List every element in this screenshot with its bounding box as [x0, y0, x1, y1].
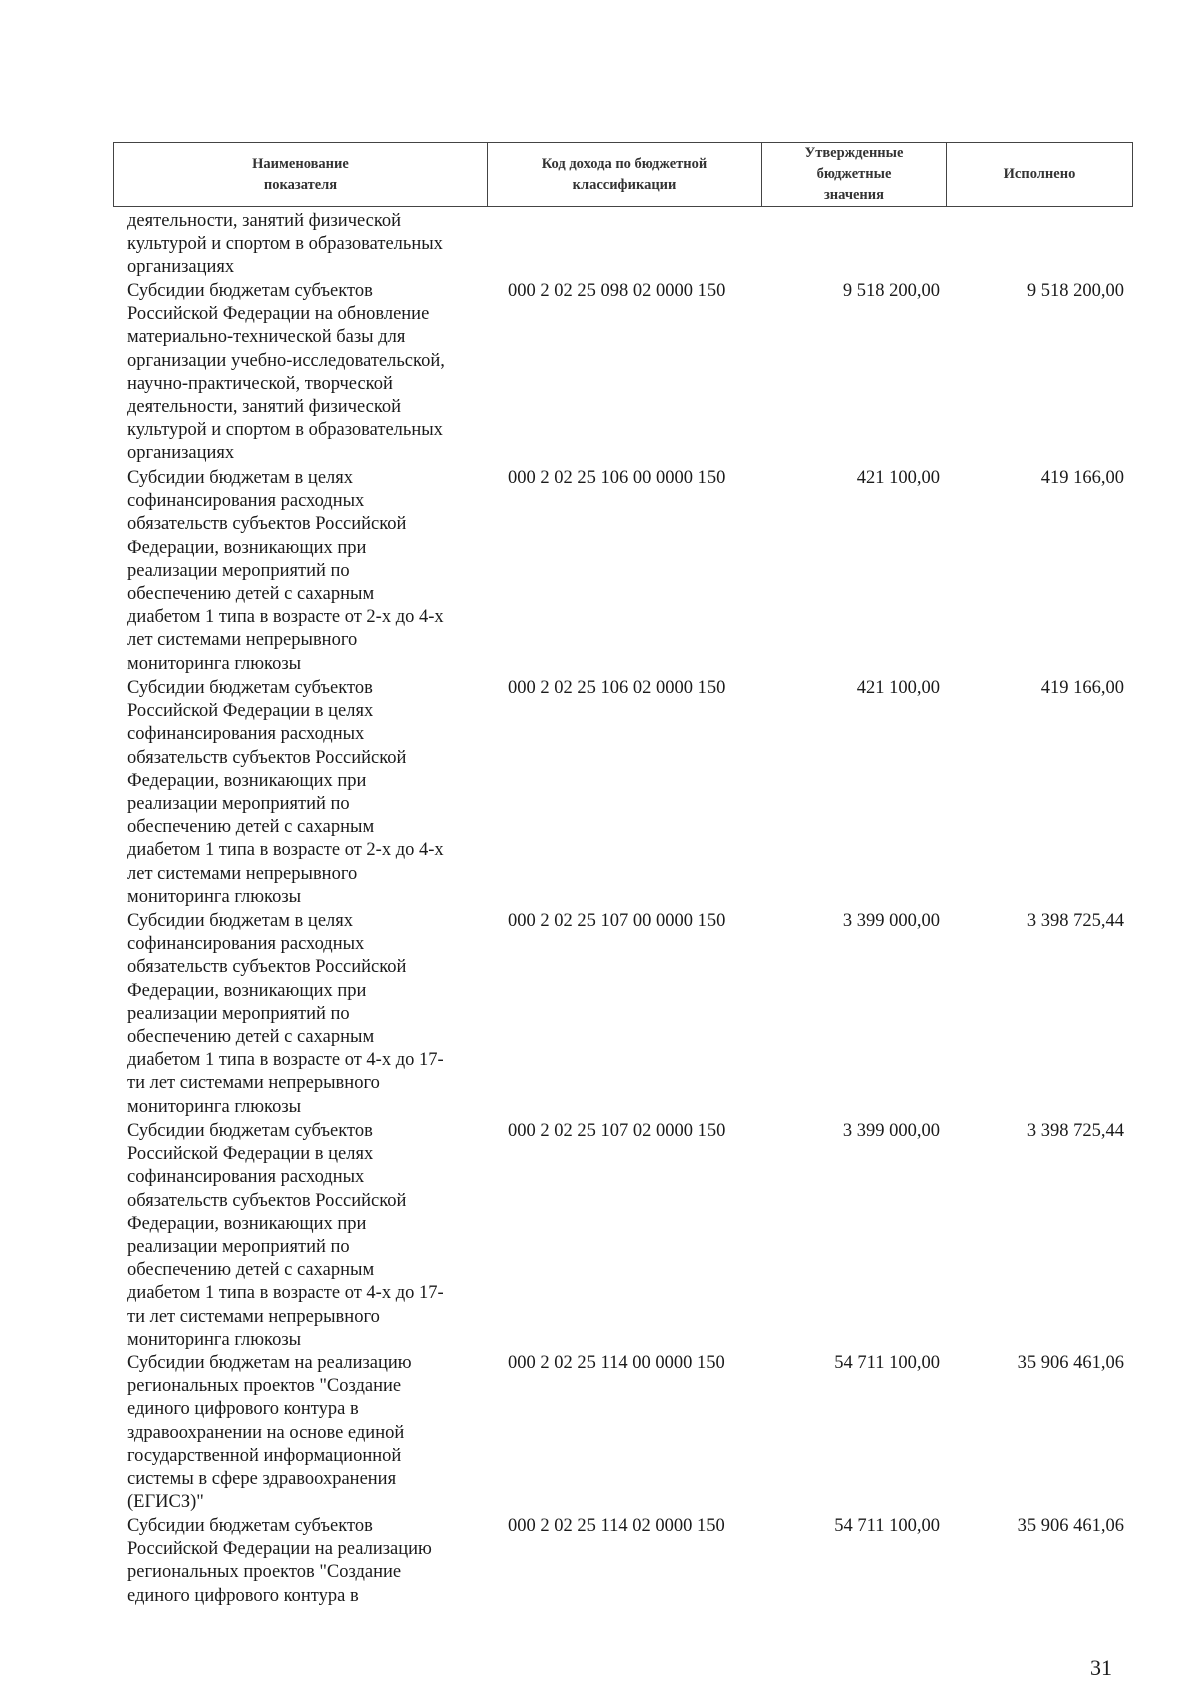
- row-code: 000 2 02 25 098 02 0000 150: [508, 281, 726, 301]
- row-name: Субсидии бюджетам субъектов Российской Федерации в целях софинансирования расходных обязательств субъектов Российской Федерации, возникающих при реализации мероприятий по обеспечению детей с сахарным диабетом 1 типа в возрасте от 2-х до 4-х лет системами непрерывного мониторинга глюкозы: [127, 678, 444, 907]
- header-code-label: Код дохода по бюджетной классификации: [541, 155, 708, 193]
- row-approved: 54 711 100,00: [834, 1516, 940, 1536]
- row-done: 419 166,00: [1040, 468, 1124, 488]
- row-done: 35 906 461,06: [1017, 1353, 1124, 1373]
- row-approved: 421 100,00: [856, 468, 940, 488]
- row-code: 000 2 02 25 107 00 0000 150: [508, 911, 726, 931]
- row-approved: 3 399 000,00: [842, 1121, 940, 1141]
- row-code: 000 2 02 25 106 00 0000 150: [508, 468, 726, 488]
- table-header: [113, 142, 1133, 207]
- row-done: 3 398 725,44: [1026, 911, 1124, 931]
- row-code: 000 2 02 25 114 02 0000 150: [508, 1516, 725, 1536]
- row-approved: 54 711 100,00: [834, 1353, 940, 1373]
- row-done: 35 906 461,06: [1017, 1516, 1124, 1536]
- row-name: Субсидии бюджетам субъектов Российской Федерации на реализацию региональных проектов "Создание единого цифрового контура в: [127, 1516, 432, 1606]
- row-code: 000 2 02 25 114 00 0000 150: [508, 1353, 725, 1373]
- page-number: 31: [1090, 1655, 1112, 1680]
- header-approved-column: [762, 143, 947, 206]
- header-name-column: [114, 143, 488, 206]
- header-done-label: Исполнено: [1003, 166, 1076, 182]
- header-done-column: [947, 143, 1132, 206]
- row-approved: 3 399 000,00: [842, 911, 940, 931]
- row-name: Субсидии бюджетам в целях софинансирования расходных обязательств субъектов Российской Федерации, возникающих при реализации мероприятий по обеспечению детей с сахарным диабетом 1 типа в возрасте от 4-х до 17- ти лет системами непрерывного мониторинга глюкозы: [127, 911, 444, 1117]
- row-done: 9 518 200,00: [1026, 281, 1124, 301]
- row-done: 419 166,00: [1040, 678, 1124, 698]
- row-approved: 9 518 200,00: [842, 281, 940, 301]
- row-name: Субсидии бюджетам субъектов Российской Федерации в целях софинансирования расходных обязательств субъектов Российской Федерации, возникающих при реализации мероприятий по обеспечению детей с сахарным диабетом 1 типа в возрасте от 4-х до 17- ти лет системами непрерывного мониторинга глюкозы: [127, 1121, 444, 1350]
- header-approved-label: Утвержденные бюджетные значения: [804, 145, 904, 203]
- row-name: Субсидии бюджетам на реализацию региональных проектов "Создание единого цифрового контура в здравоохранении на основе единой государственной информационной системы в сфере здравоохранения (ЕГИСЗ)": [127, 1353, 412, 1513]
- row-name: Субсидии бюджетам в целях софинансирования расходных обязательств субъектов Российской Федерации, возникающих при реализации мероприятий по обеспечению детей с сахарным диабетом 1 типа в возрасте от 2-х до 4-х лет системами непрерывного мониторинга глюкозы: [127, 468, 444, 674]
- header-code-column: [488, 143, 762, 206]
- row-approved: 421 100,00: [856, 678, 940, 698]
- row-name: Субсидии бюджетам субъектов Российской Федерации на обновление материально-технической базы для организации учебно-исследовательской, научно-практической, творческой деятельности, занятий физической культурой и спортом в образовательных организациях: [127, 281, 445, 464]
- row-code: 000 2 02 25 106 02 0000 150: [508, 678, 726, 698]
- header-name-label: Наименование показателя: [252, 155, 349, 193]
- row-name: деятельности, занятий физической культурой и спортом в образовательных организациях: [127, 211, 443, 278]
- row-code: 000 2 02 25 107 02 0000 150: [508, 1121, 726, 1141]
- row-done: 3 398 725,44: [1026, 1121, 1124, 1141]
